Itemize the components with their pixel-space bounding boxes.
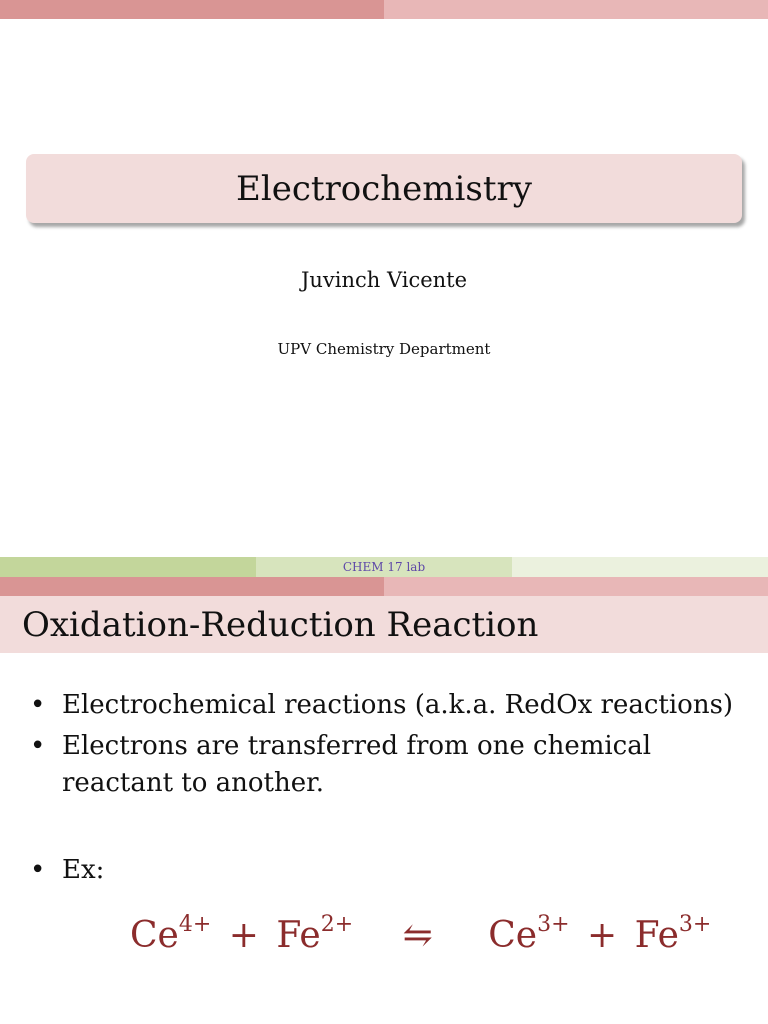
header-bar — [0, 0, 768, 19]
product-iron — [634, 912, 712, 956]
footer-course-label: CHEM 17 lab — [342, 560, 426, 574]
content-slide — [0, 577, 768, 1024]
header-bar-right — [384, 577, 768, 596]
reactant-cerium-symbol: Ce — [130, 915, 179, 956]
bullet-dot-icon: • — [30, 855, 46, 885]
footer-bar — [0, 557, 768, 577]
footer-segment-center — [256, 557, 512, 577]
header-bar — [0, 577, 768, 596]
product-cerium-charge: 3+ — [537, 912, 570, 937]
reactant-iron — [276, 912, 354, 956]
header-bar-left — [0, 577, 384, 596]
product-iron-charge: 3+ — [678, 912, 712, 937]
redox-equation — [130, 912, 712, 956]
bullet-text: Ex: — [62, 855, 105, 885]
bullet-dot-icon: • — [30, 731, 46, 761]
title-box — [26, 154, 742, 223]
footer-segment-left — [0, 557, 256, 577]
bullet-item — [30, 728, 750, 802]
plus-sign: + — [586, 915, 618, 956]
bullet-item — [30, 852, 750, 889]
product-cerium — [488, 912, 570, 956]
bullet-list — [30, 687, 750, 893]
product-iron-symbol: Fe — [634, 915, 679, 956]
product-cerium-symbol: Ce — [488, 915, 538, 956]
reactant-cerium — [130, 912, 212, 956]
bullet-text: Electrons are transferred from one chemical reactant to another. — [62, 731, 652, 798]
bullet-dot-icon: • — [30, 690, 46, 720]
equilibrium-arrow-icon: ⇋ — [402, 915, 433, 956]
author-name: Juvinch Vicente — [300, 268, 468, 292]
presentation-title: Electrochemistry — [236, 168, 532, 209]
bullet-text: Electrochemical reactions (a.k.a. RedOx reactions) — [62, 690, 734, 720]
frame-title-bar — [0, 596, 768, 653]
header-bar-left — [0, 0, 384, 19]
reactant-cerium-charge: 4+ — [178, 912, 212, 937]
plus-sign: + — [228, 915, 259, 956]
institute-name: UPV Chemistry Department — [277, 340, 491, 358]
reactant-iron-symbol: Fe — [276, 915, 321, 956]
bullet-item — [30, 687, 750, 724]
footer-segment-right — [512, 557, 768, 577]
frame-title: Oxidation-Reduction Reaction — [22, 604, 539, 645]
reactant-iron-charge: 2+ — [320, 912, 354, 937]
header-bar-right — [384, 0, 768, 19]
